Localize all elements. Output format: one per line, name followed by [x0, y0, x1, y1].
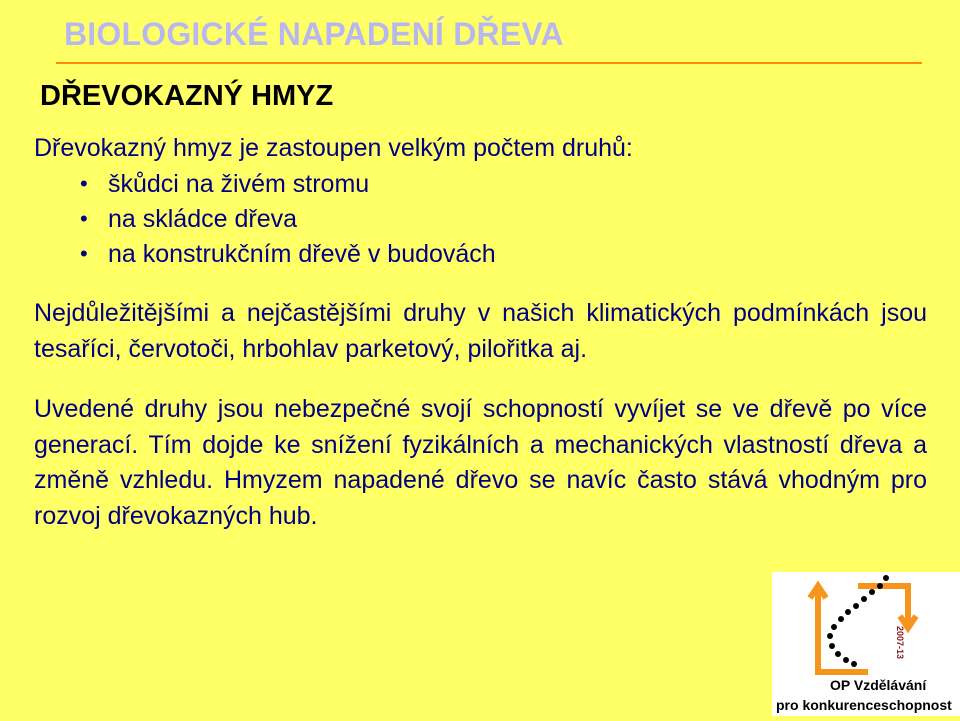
- logo-dot: [843, 657, 849, 663]
- logo-dot: [883, 575, 889, 581]
- logo-dot: [835, 651, 841, 657]
- slide-title: BIOLOGICKÉ NAPADENÍ DŘEVA: [64, 16, 564, 52]
- bullet-list: [80, 169, 496, 274]
- logo-dot: [831, 624, 837, 630]
- logo-years: 2007-13: [895, 626, 905, 660]
- section-heading: DŘEVOKAZNÝ HMYZ: [40, 80, 334, 112]
- list-item-label: na konstrukčním dřevě v budovách: [108, 240, 496, 268]
- paragraph-danger: Uvedené druhy jsou nebezpečné svojí schopností vyvíjet se ve dřevě po více generací. Tím dojde ke snížení fyzikálních a mechanických vlastností dřeva a změně vzhledu. Hmyzem napadené dřevo se navíc často stává vhodným pro rozvoj dřevokazných hub.: [34, 395, 927, 530]
- bullet-icon: •: [80, 206, 88, 231]
- logo-frame-bottom: [818, 590, 868, 672]
- list-item: [80, 204, 496, 239]
- list-item-label: na skládce dřeva: [108, 205, 298, 233]
- paragraph-species: Nejdůležitějšími a nejčastějšími druhy v našich klimatických podmínkách jsou tesaříci, červotoči, hrbohlav parketový, pilořitka aj.: [34, 299, 927, 363]
- logo-dot: [845, 609, 851, 615]
- logo-dot: [829, 643, 835, 649]
- title-divider: [56, 62, 922, 64]
- list-item: [80, 169, 496, 204]
- logo-subtitle: pro konkurenceschopnost: [776, 697, 952, 713]
- intro-text: Dřevokazný hmyz je zastoupen velkým počtem druhů:: [34, 134, 633, 162]
- bullet-icon: •: [80, 241, 88, 266]
- logo-dot: [861, 596, 867, 602]
- logo-dot: [869, 589, 875, 595]
- op-logo-graphic: [772, 572, 960, 716]
- logo-dot: [877, 583, 883, 589]
- bullet-icon: •: [80, 171, 88, 196]
- logo-dot: [853, 603, 859, 609]
- op-logo: [772, 572, 960, 716]
- list-item: [80, 239, 496, 274]
- list-item-label: škůdci na živém stromu: [108, 170, 370, 198]
- logo-dot: [838, 616, 844, 622]
- logo-dot: [827, 633, 833, 639]
- logo-title: OP Vzdělávání: [830, 677, 927, 693]
- logo-dot: [851, 661, 857, 667]
